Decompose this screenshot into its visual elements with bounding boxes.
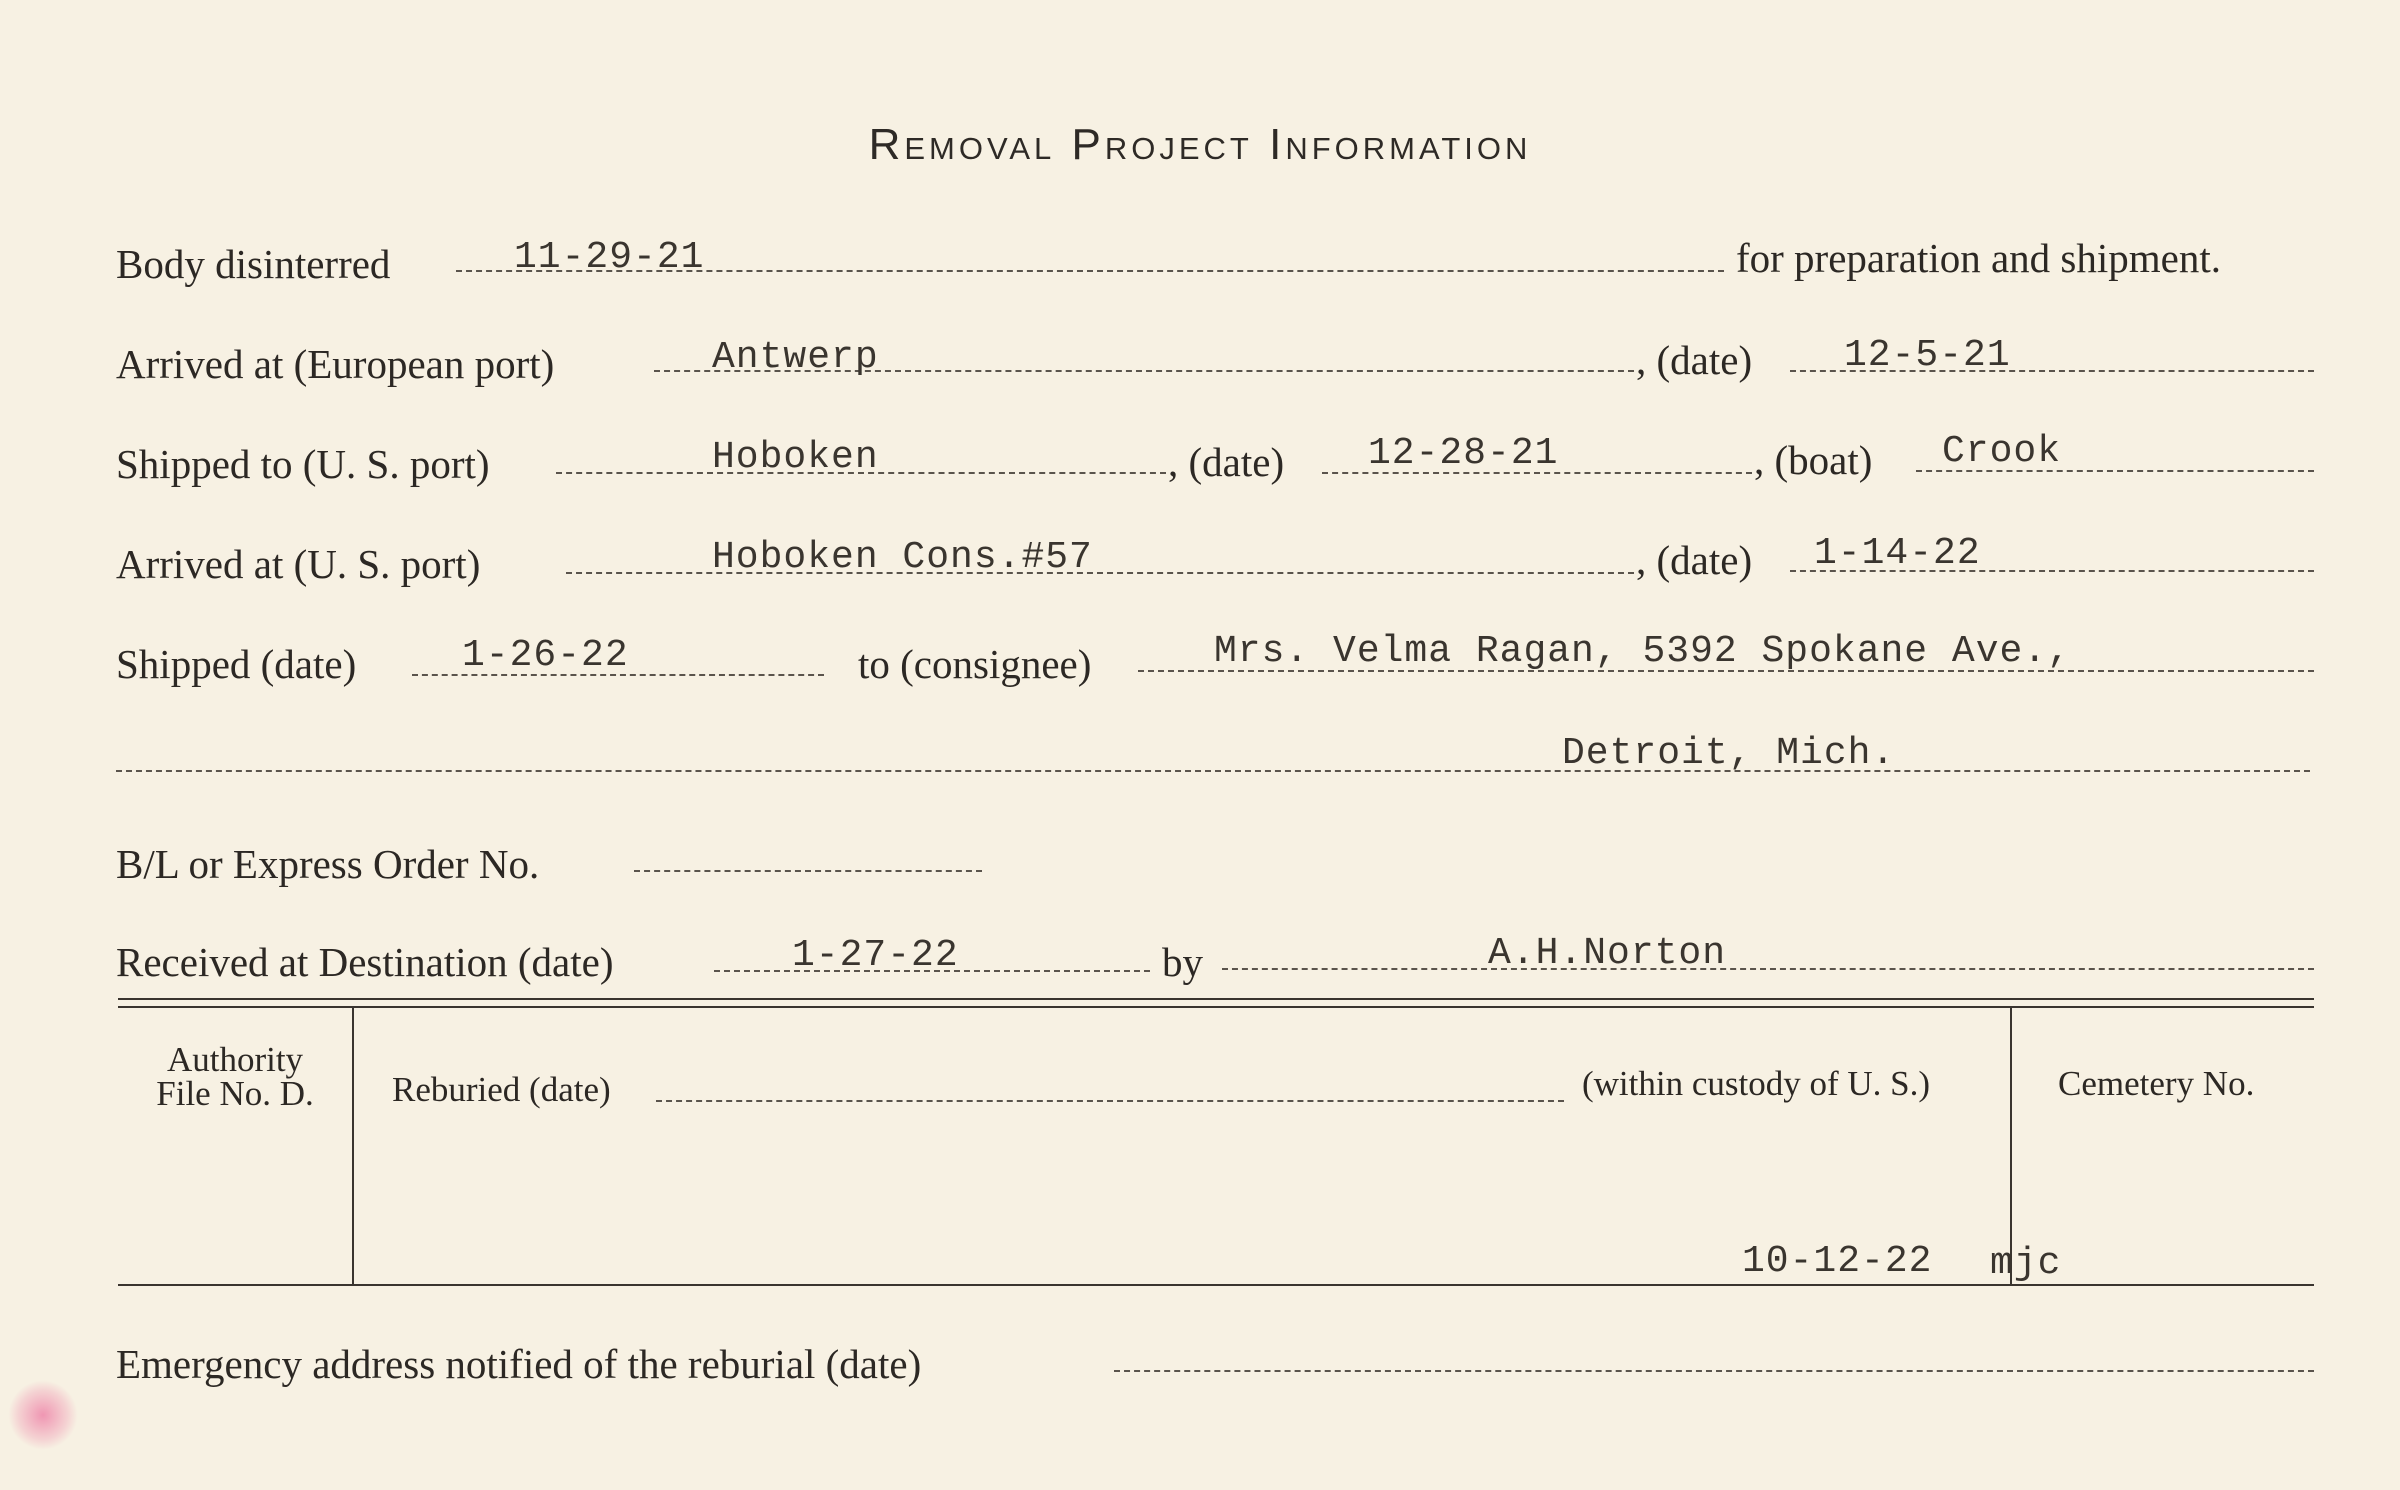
box-top-rule-2 (118, 1006, 2314, 1008)
arrived-us-port: Hoboken Cons.#57 (712, 536, 1093, 579)
shipped-us-port: Hoboken (712, 436, 879, 479)
received-date: 1-27-22 (792, 934, 959, 977)
consignee-value: Mrs. Velma Ragan, 5392 Spokane Ave., (1214, 630, 2071, 673)
shipped-us-date-label: , (date) (1168, 439, 1285, 485)
file-no-label: File No. D. (156, 1074, 314, 1113)
reburied-line (656, 1100, 1564, 1102)
custody-label: (within custody of U. S.) (1582, 1064, 1931, 1103)
bl-label: B/L or Express Order No. (116, 841, 540, 887)
arrived-us-date-label: , (date) (1636, 537, 1753, 583)
box-bottom-rule (118, 1284, 2314, 1286)
disinterred-label: Body disinterred (116, 241, 391, 287)
bl-line (634, 870, 982, 872)
shipped-us-date: 12-28-21 (1368, 432, 1559, 475)
disinterred-value: 11-29-21 (514, 236, 705, 279)
arrived-eu-date: 12-5-21 (1844, 334, 2011, 377)
received-label: Received at Destination (date) (116, 939, 614, 985)
reburied-label: Reburied (date) (392, 1070, 611, 1109)
shipped-us-label: Shipped to (U. S. port) (116, 441, 490, 487)
shipped-us-boat: Crook (1942, 430, 2062, 473)
arrived-eu-label: Arrived at (European port) (116, 341, 555, 387)
emergency-label: Emergency address notified of the reburial (date) (116, 1341, 922, 1387)
arrived-us-date: 1-14-22 (1814, 532, 1981, 575)
pink-ink-mark (8, 1380, 78, 1450)
received-by-label: by (1162, 939, 1203, 985)
authority-label: Authority (166, 1040, 304, 1079)
page-title: Removal Project Information (868, 120, 1532, 169)
disinterred-suffix: for preparation and shipment. (1736, 235, 2222, 281)
note-initials: mjc (1990, 1242, 2062, 1285)
note-date: 10-12-22 (1742, 1240, 1933, 1283)
arrived-eu-port: Antwerp (712, 336, 879, 379)
consignee-value-2: Detroit, Mich. (1562, 732, 1896, 775)
received-by: A.H.Norton (1488, 932, 1727, 975)
consignee-label: to (consignee) (858, 641, 1092, 687)
shipped-label: Shipped (date) (116, 641, 357, 687)
box-divider-left (352, 1008, 354, 1284)
shipped-date: 1-26-22 (462, 634, 629, 677)
arrived-eu-date-label: , (date) (1636, 337, 1753, 383)
received-by-line (1222, 968, 2314, 970)
emergency-line (1114, 1370, 2314, 1372)
arrived-us-label: Arrived at (U. S. port) (116, 541, 481, 587)
consignee-line-2 (116, 770, 2310, 772)
shipped-us-boat-label: , (boat) (1754, 437, 1873, 483)
cemetery-label: Cemetery No. (2058, 1064, 2255, 1103)
box-top-rule-1 (118, 998, 2314, 1000)
